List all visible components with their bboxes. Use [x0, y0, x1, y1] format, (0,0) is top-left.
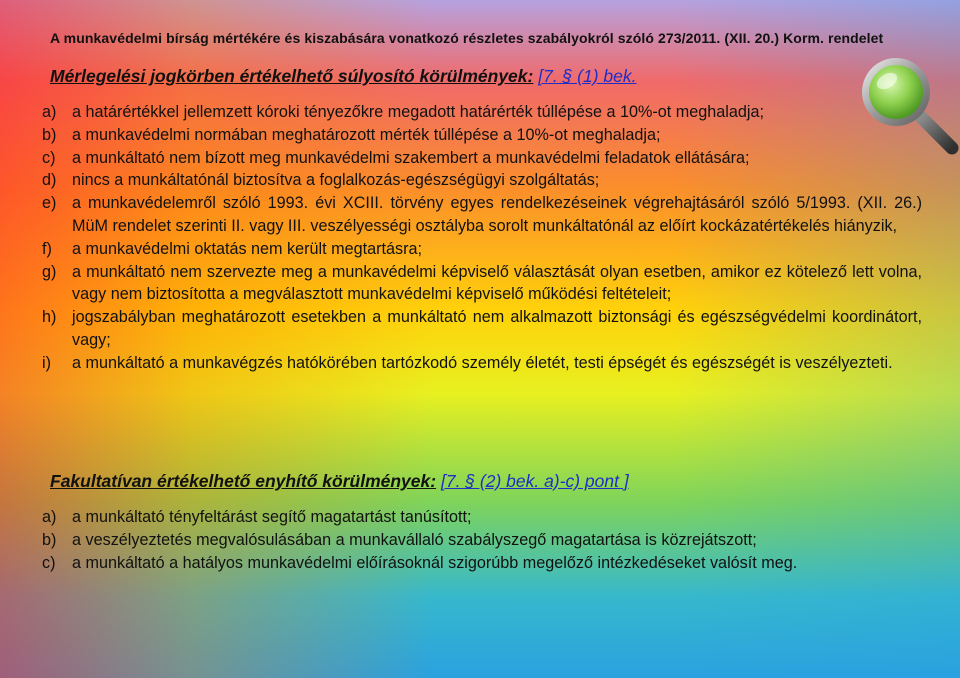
- item-text: a munkavédelemről szóló 1993. évi XCIII. törvény egyes rendelkezéseinek végrehajtásáról szóló 5/1993. (XII. 26.) MüM rendelet szerinti II. vagy III. veszélyességi osztályba sorolt munkáltatónál az előírt kockázatértékelés hiányzik,: [72, 194, 922, 235]
- magnifier-icon: [856, 52, 960, 156]
- item-letter: d): [42, 171, 57, 190]
- item-text: jogszabályban meghatározott esetekben a munkáltató nem alkalmazott biztonsági és egészségvédelmi koordinátort, vagy;: [72, 308, 922, 349]
- item-letter: c): [42, 148, 56, 167]
- item-letter: e): [42, 194, 57, 213]
- item-letter: c): [42, 553, 56, 572]
- mitigating-list: [42, 506, 922, 574]
- item-text: a munkáltató nem bízott meg munkavédelmi szakembert a munkavédelmi feladatok ellátására;: [72, 148, 750, 167]
- item-text: a munkáltató nem szervezte meg a munkavédelmi képviselő választását olyan esetben, amikor ez kötelező lett volna, vagy nem biztosította a megválasztott munkavédelmi képviselő működési feltételeit;: [72, 262, 922, 304]
- item-letter: g): [42, 262, 57, 281]
- section-heading-mitigating: [50, 471, 930, 492]
- list-item: [42, 101, 922, 124]
- item-letter: b): [42, 125, 57, 144]
- aggravating-list: [42, 101, 922, 375]
- list-item: [42, 261, 922, 307]
- list-item: [42, 529, 922, 552]
- list-item: [42, 306, 922, 352]
- item-letter: a): [42, 103, 57, 121]
- item-letter: a): [42, 508, 57, 526]
- list-item: [42, 192, 922, 238]
- list-item: [42, 352, 922, 375]
- legal-reference-link[interactable]: [7. § (2) bek. a)-c) pont ]: [440, 471, 629, 491]
- list-item: [42, 147, 922, 170]
- slide-title: A munkavédelmi bírság mértékére és kiszabására vonatkozó részletes szabályokról szóló 273/2011. (XII. 20.) Korm. rendelet: [50, 30, 884, 46]
- list-item: [42, 552, 922, 575]
- item-letter: f): [42, 239, 52, 258]
- item-letter: b): [42, 530, 57, 549]
- list-item: [42, 506, 922, 529]
- list-item: [42, 238, 922, 261]
- item-text: a munkáltató a munkavégzés hatókörében tartózkodó személy életét, testi épségét és egészségét is veszélyezteti.: [72, 353, 893, 372]
- heading-text: Mérlegelési jogkörben értékelhető súlyosító körülmények:: [50, 66, 534, 86]
- item-text: a munkavédelmi oktatás nem került megtartásra;: [72, 239, 422, 258]
- item-text: a veszélyeztetés megvalósulásában a munkavállaló szabályszegő magatartása is közrejátszott;: [72, 530, 757, 549]
- item-text: a munkavédelmi normában meghatározott mérték túllépése a 10%-ot meghaladja;: [72, 125, 661, 144]
- item-text: a munkáltató a hatályos munkavédelmi előírásoknál szigorúbb megelőző intézkedéseket valósít meg.: [72, 553, 798, 572]
- heading-text: Fakultatívan értékelhető enyhítő körülmények:: [50, 471, 437, 491]
- item-text: a határértékkel jellemzett kóroki tényezőkre megadott határérték túllépése a 10%-ot meghaladja;: [72, 103, 764, 121]
- item-text: a munkáltató tényfeltárást segítő magatartást tanúsított;: [72, 508, 472, 526]
- legal-reference-link[interactable]: [7. § (1) bek.: [538, 66, 637, 86]
- list-item: [42, 124, 922, 147]
- list-item: [42, 169, 922, 192]
- item-letter: i): [42, 353, 51, 372]
- item-text: nincs a munkáltatónál biztosítva a foglalkozás-egészségügyi szolgáltatás;: [72, 171, 600, 190]
- item-letter: h): [42, 308, 57, 327]
- section-heading-aggravating: [50, 66, 930, 87]
